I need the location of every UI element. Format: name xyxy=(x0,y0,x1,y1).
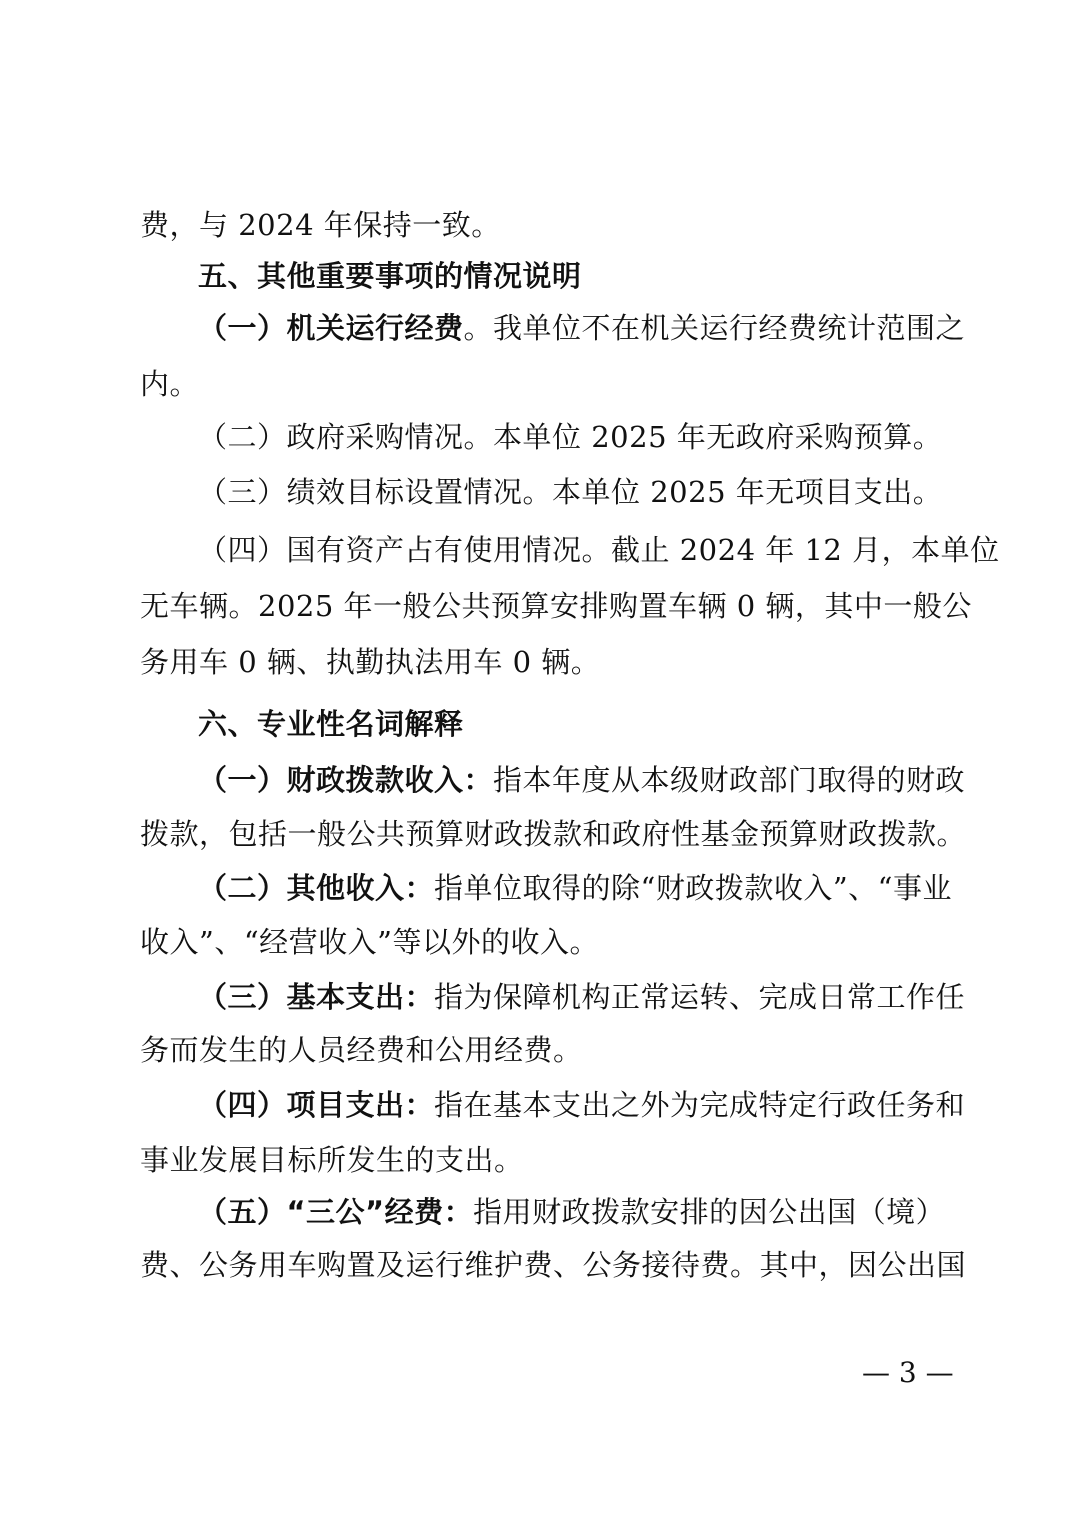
text-line: 无车辆。2025 年一般公共预算安排购置车辆 0 辆，其中一般公 xyxy=(140,589,972,623)
term-lead: （一）财政拨款收入： xyxy=(198,763,494,797)
text-line: 收入”、“经营收入”等以外的收入。 xyxy=(140,925,599,959)
text-line: 拨款，包括一般公共预算财政拨款和政府性基金预算财政拨款。 xyxy=(140,817,967,851)
term-text: 指单位取得的除“财政拨款收入”、“事业 xyxy=(434,871,952,905)
term-lead: （二）其他收入： xyxy=(198,871,435,905)
text-line: （二）政府采购情况。本单位 2025 年无政府采购预算。 xyxy=(198,420,943,454)
term-text: 指在基本支出之外为完成特定行政任务和 xyxy=(434,1088,966,1122)
term-lead: （三）基本支出： xyxy=(198,980,435,1014)
text-line: （四）国有资产占有使用情况。截止 2024 年 12 月，本单位 xyxy=(198,533,1000,567)
section-heading-6: 六、专业性名词解释 xyxy=(198,707,464,741)
term-text: 指本年度从本级财政部门取得的财政 xyxy=(493,763,966,797)
text-line xyxy=(198,308,966,348)
text-line xyxy=(198,1085,966,1125)
text-line: 务而发生的人员经费和公用经费。 xyxy=(140,1033,583,1067)
text-line xyxy=(198,1192,946,1232)
term-text: 指用财政拨款安排的因公出国（境） xyxy=(473,1195,946,1229)
text-line xyxy=(198,868,952,908)
text-line: 事业发展目标所发生的支出。 xyxy=(140,1143,524,1177)
text-line xyxy=(198,760,966,800)
item-lead: （一）机关运行经费 xyxy=(198,311,464,345)
text-line: （三）绩效目标设置情况。本单位 2025 年无项目支出。 xyxy=(198,475,943,509)
text-line: 费，与 2024 年保持一致。 xyxy=(140,208,501,242)
section-heading-5: 五、其他重要事项的情况说明 xyxy=(198,259,582,293)
text-line: 务用车 0 辆、执勤执法用车 0 辆。 xyxy=(140,645,601,679)
page-number: — 3 — xyxy=(862,1356,954,1389)
term-lead: （四）项目支出： xyxy=(198,1088,435,1122)
term-text: 指为保障机构正常运转、完成日常工作任 xyxy=(434,980,966,1014)
term-lead: （五）“三公”经费： xyxy=(198,1195,474,1229)
item-text: 。我单位不在机关运行经费统计范围之 xyxy=(463,311,966,345)
text-line: 内。 xyxy=(140,367,200,401)
text-line xyxy=(198,977,966,1017)
text-line: 费、公务用车购置及运行维护费、公务接待费。其中，因公出国 xyxy=(140,1248,967,1282)
